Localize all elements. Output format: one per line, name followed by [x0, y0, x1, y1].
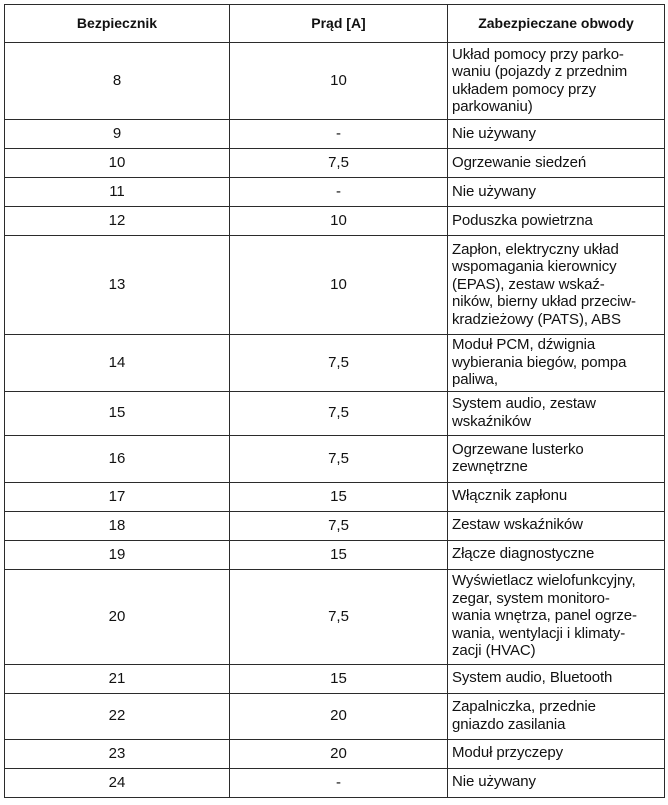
cell-fuse-number: 18	[5, 511, 230, 540]
cell-current: 15	[230, 482, 448, 511]
cell-fuse-number: 14	[5, 335, 230, 392]
cell-fuse-number: 20	[5, 569, 230, 664]
cell-fuse-number: 19	[5, 540, 230, 569]
cell-fuse-number: 12	[5, 207, 230, 236]
cell-protected-circuits: Poduszka powietrzna	[448, 207, 665, 236]
cell-protected-circuits: Ogrzewane lusterko zewnętrzne	[448, 435, 665, 482]
cell-current: 15	[230, 540, 448, 569]
cell-protected-circuits: Ogrzewanie siedzeń	[448, 149, 665, 178]
cell-current: 20	[230, 739, 448, 768]
table-row	[5, 149, 665, 178]
cell-protected-circuits: Wyświetlacz wielofunkcyjny, zegar, system monitoro- wania wnętrza, panel ogrze- wania, wentylacji i klimaty- zacji (HVAC)	[448, 569, 665, 664]
table-body	[5, 43, 665, 798]
table-row	[5, 540, 665, 569]
header-row	[5, 5, 665, 43]
cell-protected-circuits: Włącznik zapłonu	[448, 482, 665, 511]
table-row	[5, 511, 665, 540]
cell-current: 10	[230, 43, 448, 120]
table-row	[5, 482, 665, 511]
cell-current: 20	[230, 693, 448, 739]
cell-fuse-number: 21	[5, 664, 230, 693]
table-row	[5, 569, 665, 664]
cell-fuse-number: 15	[5, 391, 230, 435]
table-row	[5, 693, 665, 739]
table-row	[5, 739, 665, 768]
cell-fuse-number: 24	[5, 768, 230, 797]
cell-fuse-number: 22	[5, 693, 230, 739]
cell-fuse-number: 13	[5, 236, 230, 335]
cell-protected-circuits: Nie używany	[448, 178, 665, 207]
cell-current: -	[230, 178, 448, 207]
header-circuits: Zabezpieczane obwody	[448, 5, 665, 43]
cell-protected-circuits: System audio, zestaw wskaźników	[448, 391, 665, 435]
header-current: Prąd [A]	[230, 5, 448, 43]
cell-fuse-number: 11	[5, 178, 230, 207]
table-row	[5, 120, 665, 149]
cell-protected-circuits: Nie używany	[448, 768, 665, 797]
table-row	[5, 178, 665, 207]
header-fuse: Bezpiecznik	[5, 5, 230, 43]
cell-current: 7,5	[230, 149, 448, 178]
cell-fuse-number: 17	[5, 482, 230, 511]
cell-protected-circuits: System audio, Bluetooth	[448, 664, 665, 693]
table-row	[5, 335, 665, 392]
table-row	[5, 207, 665, 236]
table-row	[5, 43, 665, 120]
cell-protected-circuits: Złącze diagnostyczne	[448, 540, 665, 569]
cell-protected-circuits: Zapalniczka, przednie gniazdo zasilania	[448, 693, 665, 739]
cell-current: 7,5	[230, 435, 448, 482]
cell-fuse-number: 8	[5, 43, 230, 120]
cell-current: -	[230, 768, 448, 797]
table-row	[5, 435, 665, 482]
cell-protected-circuits: Nie używany	[448, 120, 665, 149]
table-row	[5, 236, 665, 335]
cell-protected-circuits: Układ pomocy przy parko- waniu (pojazdy z przednim układem pomocy przy parkowaniu)	[448, 43, 665, 120]
cell-current: 10	[230, 207, 448, 236]
cell-current: 7,5	[230, 569, 448, 664]
table-row	[5, 391, 665, 435]
cell-fuse-number: 16	[5, 435, 230, 482]
table-row	[5, 664, 665, 693]
cell-current: 15	[230, 664, 448, 693]
cell-current: 7,5	[230, 335, 448, 392]
cell-fuse-number: 10	[5, 149, 230, 178]
cell-current: -	[230, 120, 448, 149]
cell-fuse-number: 23	[5, 739, 230, 768]
cell-current: 7,5	[230, 511, 448, 540]
cell-protected-circuits: Moduł przyczepy	[448, 739, 665, 768]
cell-protected-circuits: Zapłon, elektryczny układ wspomagania kierownicy (EPAS), zestaw wskaź- ników, bierny układ przeciw- kradzieżowy (PATS), ABS	[448, 236, 665, 335]
fuse-table	[4, 4, 665, 798]
cell-current: 7,5	[230, 391, 448, 435]
cell-protected-circuits: Zestaw wskaźników	[448, 511, 665, 540]
cell-current: 10	[230, 236, 448, 335]
cell-protected-circuits: Moduł PCM, dźwignia wybierania biegów, pompa paliwa,	[448, 335, 665, 392]
cell-fuse-number: 9	[5, 120, 230, 149]
table-row	[5, 768, 665, 797]
